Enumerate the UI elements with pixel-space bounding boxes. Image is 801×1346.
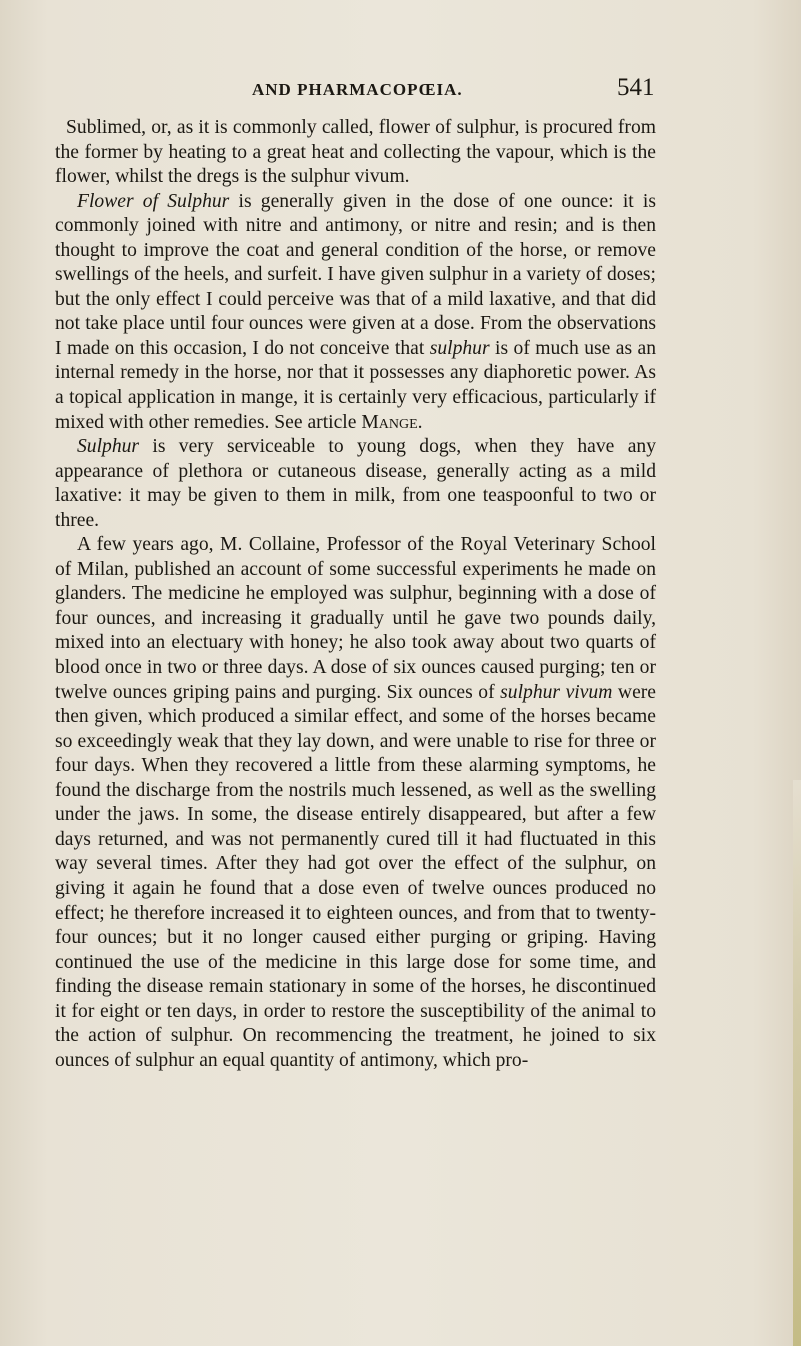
text-run: is of much use as an internal remedy in the horse, nor that it possesses any diaphoretic power. As a topical application in mange, it is certainly very efficacious, particularly if mixed with other remedies. See article [55,337,657,433]
text-run-italic: sulphur [429,337,490,359]
page-number: 541 [617,74,655,101]
paragraph [55,435,656,533]
text-run: is generally given in the dose of one ounce: it is commonly joined with nitre and antimony, or nitre and resin; and is then thought to improve the coat and general condition of the horse, or remove swellings of the heels, and surfeit. I have given sulphur in a variety of doses; but the only effect I could perceive was that of a mild laxative, and that did not take place until four ounces were given at a dose. From the observations I made on this occasion, I do not conceive that [55,190,656,359]
text-run: Sublimed, or, as it is commonly called, flower of sulphur, is procured from the former by heating to a great heat and collecting the vapour, which is the flower, whilst the dregs is the sulphur vivum. [55,117,656,188]
page-edge-shading [793,780,801,1346]
text-run: A few years ago, M. Collaine, Professor of the Royal Veterinary School of Milan, published an account of some successful experiments he made on glanders. The medicine he employed was sulphur, beginning with a dose of four ounces, and increasing it gradually until he gave two pounds daily, mixed into an electuary with honey; he also took away about two quarts of blood once in two or three days. A dose of six ounces caused purging; ten or twelve ounces griping pains and purging. Six ounces of [55,534,656,703]
body-text [55,116,656,1073]
text-run: is very serviceable to young dogs, when they have any appearance of plethora or cutaneous disease, generally acting as a mild laxative: it may be given to them in milk, from one teaspoonful to two or three. [55,436,656,531]
text-run-italic: Flower of Sulphur [77,190,230,212]
paragraph [55,190,656,435]
text-run-italic: sulphur vivum [500,681,613,703]
page-header [0,74,801,108]
paragraph [55,533,656,1073]
paragraph [55,116,656,190]
text-run: were then given, which produced a similar effect, and some of the horses became so exceedingly weak that they lay down, and were unable to rise for three or four days. When they recovered a little from these alarming symptoms, he found the discharge from the nostrils much lessened, as well as the swelling under the jaws. In some, the disease entirely disappeared, but after a few days returned, and was not permanently cured till it had fluctuated in this way several times. After they had got over the effect of the sulphur, on giving it again he found that a dose even of twelve ounces produced no effect; he therefore increased it to eighteen ounces, and from that to twenty-four ounces; but it no longer caused either purging or griping. Having continued the use of the medicine in this large dose for some time, and finding the disease remain stationary in some of the horses, he discontinued it for eight or ten days, in order to restore the susceptibility of the animal to the action of sulphur. On recommencing the treatment, he joined to six ounces of sulphur an equal quantity of antimony, which pro- [55,681,656,1071]
text-run-smallcaps: Mange. [361,411,423,433]
running-title: AND PHARMACOPŒIA. [252,80,463,99]
text-run-italic: Sulphur [77,436,140,458]
